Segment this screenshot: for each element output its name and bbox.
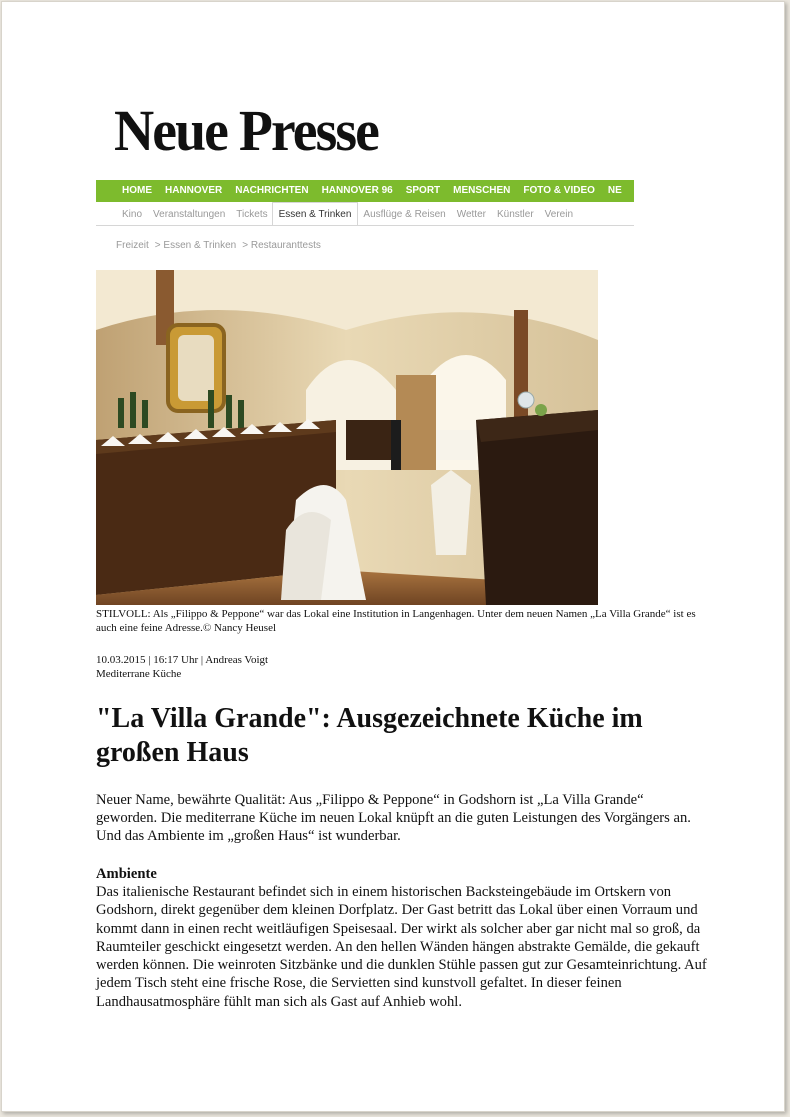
subnav-item-tickets[interactable]: Tickets bbox=[236, 209, 268, 220]
subnav-item-kino[interactable]: Kino bbox=[122, 209, 143, 220]
sub-navigation bbox=[96, 202, 634, 226]
breadcrumb-essen-trinken[interactable]: > Essen & Trinken bbox=[154, 240, 237, 251]
subnav-item-veranstaltungen[interactable]: Veranstaltungen bbox=[153, 209, 226, 220]
document-page bbox=[1, 1, 785, 1112]
article-lead: Neuer Name, bewährte Qualität: Aus „Filippo & Peppone“ in Godshorn ist „La Villa Grande“ geworden. Die mediterrane Küche im neuen Lokal knüpft an die guten Leistungen des Vorgängers an. Und das Ambiente im „großen Haus“ ist wunderbar. bbox=[96, 792, 691, 844]
restaurant-interior-illustration bbox=[96, 270, 598, 605]
article-category: Mediterrane Küche bbox=[96, 668, 182, 680]
subnav-item-essen-trinken[interactable]: Essen & Trinken bbox=[272, 202, 359, 226]
photo-caption: STILVOLL: Als „Filippo & Peppone“ war das Lokal eine Institution in Langenhagen. Unter dem neuen Namen „La Villa Grande“ ist es auch eine feine Adresse.© Nancy Heusel bbox=[96, 608, 696, 634]
article-dateline: 10.03.2015 | 16:17 Uhr | Andreas Voigt bbox=[96, 654, 269, 666]
subnav-item-ausfluege-reisen[interactable]: Ausflüge & Reisen bbox=[363, 209, 446, 220]
subnav-item-kuenstler[interactable]: Künstler bbox=[496, 209, 534, 220]
nav-item-sport[interactable]: SPORT bbox=[405, 185, 441, 196]
article-headline: "La Villa Grande": Ausgezeichnete Küche im großen Haus bbox=[96, 703, 643, 768]
newspaper-logo: Neue Presse bbox=[114, 98, 378, 163]
main-navigation bbox=[96, 180, 634, 202]
nav-item-foto-video[interactable]: FOTO & VIDEO bbox=[523, 185, 595, 196]
nav-item-menschen[interactable]: MENSCHEN bbox=[453, 185, 511, 196]
subnav-item-wetter[interactable]: Wetter bbox=[456, 209, 486, 220]
article-body: Das italienische Restaurant befindet sich in einem historischen Backsteingebäude im Ortskern von Godshorn, direkt gegenüber dem kleinen Dorfplatz. Der Gast betritt das Lokal über einen Vorraum und kommt dann in einen recht weitläufigen Speisesaal. Der wirkt als solcher aber gar nicht mal so groß, da Raumteiler geschickt eingesetzt werden. An den hellen Wänden hängen abstrakte Gemälde, die gekauft werden können. Die weinroten Sitzbänke und die dunklen Stühle passen gut zur Gesamteinrichtung. Auf jedem Tisch steht eine frische Rose, die Servietten sind kunstvoll gefaltet. In dieser feinen Landhausatmosphäre fühlt man sich als Gast auf Anhieb wohl. bbox=[96, 884, 707, 1010]
breadcrumb bbox=[116, 240, 327, 251]
section-heading-ambiente: Ambiente bbox=[96, 866, 157, 882]
nav-item-hannover-96[interactable]: HANNOVER 96 bbox=[321, 185, 393, 196]
nav-item-truncated[interactable]: NE bbox=[607, 185, 622, 196]
breadcrumb-restauranttests[interactable]: > Restauranttests bbox=[242, 240, 321, 251]
subnav-item-verein[interactable]: Verein bbox=[544, 209, 574, 220]
nav-item-hannover[interactable]: HANNOVER bbox=[165, 185, 223, 196]
article-meta bbox=[96, 653, 496, 681]
nav-item-home[interactable]: HOME bbox=[122, 185, 152, 196]
restaurant-photo bbox=[96, 270, 598, 605]
nav-item-nachrichten[interactable]: NACHRICHTEN bbox=[235, 185, 309, 196]
breadcrumb-freizeit[interactable]: Freizeit bbox=[116, 240, 149, 251]
